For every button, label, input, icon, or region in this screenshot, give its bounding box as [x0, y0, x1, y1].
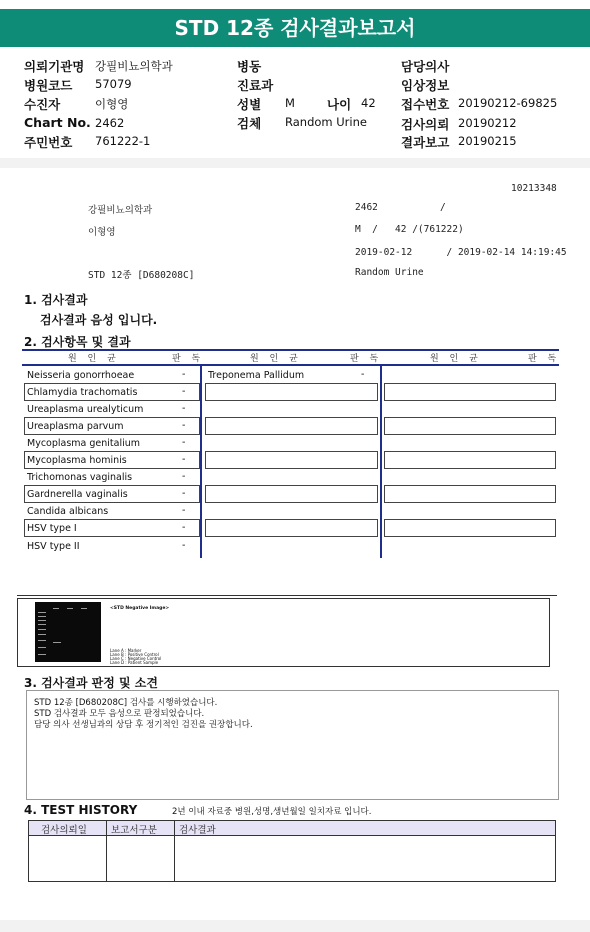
history-table — [28, 820, 556, 882]
col1-pathogen-header: 원 인 균 — [68, 354, 120, 364]
pathogen-name: HSV type I — [27, 523, 77, 534]
specimen-label: 검체 — [237, 116, 262, 131]
patient-label: 수진자 — [24, 97, 61, 112]
section1-result: 검사결과 음성 입니다. — [40, 313, 158, 327]
table-header-rule — [22, 364, 559, 366]
age-value: 42 — [361, 96, 376, 110]
report-date-value: 20190215 — [458, 134, 517, 148]
col3-pathogen-header: 원 인 균 — [430, 354, 482, 364]
col1-result-header: 판 독 — [172, 354, 205, 364]
pathogen-result: - — [182, 369, 186, 380]
finding-line: STD 검사결과 모두 음성으로 판정되었습니다. — [34, 709, 205, 719]
gel-legend-line: Lane B : Positive Control — [110, 652, 159, 657]
history-col-divider — [106, 821, 107, 881]
request-value: 20190212 — [458, 116, 517, 130]
pathogen-result: - — [182, 386, 186, 397]
row-box — [384, 383, 556, 401]
finding-line: 담당 의사 선생님과의 상담 후 정기적인 검진을 권장합니다. — [34, 720, 253, 730]
resident-value: 761222-1 — [95, 134, 151, 148]
chart-label: Chart No. — [24, 115, 91, 130]
gel-legend-line: Lane A : Marker — [110, 648, 142, 653]
pathogen-result: - — [182, 420, 186, 431]
pathogen-result: - — [182, 522, 186, 533]
row-box — [205, 519, 378, 537]
pathogen-result: - — [361, 369, 365, 380]
pathogen-name: Chlamydia trachomatis — [27, 387, 138, 398]
receipt-value: 20190212-69825 — [458, 96, 558, 110]
pathogen-result: - — [182, 403, 186, 414]
page-separator — [0, 158, 590, 168]
section4-title: 4. TEST HISTORY — [24, 803, 138, 817]
document-number: 10213348 — [511, 183, 557, 194]
pathogen-result: - — [182, 505, 186, 516]
pathogen-name: Neisseria gonorrhoeae — [27, 370, 135, 381]
bottom-band — [0, 920, 590, 932]
column-divider — [380, 366, 382, 558]
chart-value: 2462 — [95, 116, 125, 130]
doctor-label: 담당의사 — [401, 59, 450, 74]
pathogen-name: Candida albicans — [27, 506, 109, 517]
findings-box — [26, 690, 559, 800]
institution-label: 의뢰기관명 — [24, 59, 85, 74]
pathogen-result: - — [182, 454, 186, 465]
gel-legend-line: Lane C : Negative Control — [110, 656, 162, 661]
info-chart: 2462 — [355, 202, 378, 213]
pathogen-name: Ureaplasma parvum — [27, 421, 124, 432]
section1-title: 1. 검사결과 — [24, 293, 88, 307]
col2-pathogen-header: 원 인 균 — [250, 354, 302, 364]
pathogen-name: Ureaplasma urealyticum — [27, 404, 144, 415]
row-box — [384, 417, 556, 435]
history-header — [29, 821, 555, 836]
pathogen-name: Gardnerella vaginalis — [27, 489, 128, 500]
info-patient: 이형영 — [88, 227, 116, 238]
history-col-divider — [174, 821, 175, 881]
gel-image — [35, 602, 101, 662]
gel-image-panel — [17, 598, 550, 667]
col2-result-header: 판 독 — [350, 354, 383, 364]
clinical-info-label: 임상정보 — [401, 78, 450, 93]
pathogen-name: HSV type II — [27, 541, 80, 552]
receipt-label: 접수번호 — [401, 97, 450, 112]
row-box — [205, 451, 378, 469]
info-sex-age: M / 42 /(761222) — [355, 224, 464, 235]
column-divider — [200, 366, 202, 558]
pathogen-result: - — [182, 540, 186, 551]
info-institution: 강필비뇨의학과 — [88, 205, 153, 216]
gel-caption: <STD Negative Image> — [110, 606, 170, 611]
hospital-code-value: 57079 — [95, 77, 132, 91]
sex-value: M — [285, 96, 295, 110]
history-col-report-type: 보고서구분 — [111, 825, 157, 836]
section2-title: 2. 검사항목 및 결과 — [24, 335, 131, 349]
resident-label: 주민번호 — [24, 135, 73, 150]
sex-label: 성별 — [237, 97, 262, 112]
info-slash: / — [440, 202, 446, 213]
report-title: STD 12종 검사결과보고서 — [0, 9, 590, 47]
history-col-request-date: 검사의뢰일 — [41, 825, 87, 836]
ward-label: 병동 — [237, 59, 262, 74]
age-label: 나이 — [327, 97, 352, 112]
section3-title: 3. 검사결과 판정 및 소견 — [24, 676, 158, 690]
pathogen-result: - — [182, 471, 186, 482]
gel-bands-graphic — [35, 602, 101, 662]
info-dates: 2019-02-12 / 2019-02-14 14:19:45 — [355, 247, 567, 258]
history-col-result: 검사결과 — [179, 825, 216, 836]
finding-line: STD 12종 [D680208C] 검사를 시행하였습니다. — [34, 698, 218, 708]
department-label: 진료과 — [237, 78, 274, 93]
institution-value: 강필비뇨의학과 — [95, 59, 173, 73]
history-note: 2년 이내 자료중 병원,성명,생년월일 일치자료 입니다. — [172, 807, 372, 817]
pathogen-name: Mycoplasma hominis — [27, 455, 127, 466]
pathogen-result: - — [182, 488, 186, 499]
report-date-label: 결과보고 — [401, 135, 450, 150]
patient-value: 이형영 — [95, 97, 129, 111]
hospital-code-label: 병원코드 — [24, 78, 73, 93]
info-specimen: Random Urine — [355, 267, 424, 278]
gel-legend-line: Lane D : Patient Sample — [110, 660, 159, 665]
pathogen-name: Trichomonas vaginalis — [27, 472, 133, 483]
image-top-rule — [17, 595, 557, 596]
pathogen-result: - — [182, 437, 186, 448]
row-box — [384, 485, 556, 503]
row-box — [384, 519, 556, 537]
info-test-code: STD 12종 [D680208C] — [88, 270, 195, 281]
pathogen-name: Treponema Pallidum — [208, 370, 305, 381]
row-box — [205, 417, 378, 435]
row-box — [205, 383, 378, 401]
specimen-value: Random Urine — [285, 115, 367, 129]
row-box — [384, 451, 556, 469]
row-box — [205, 485, 378, 503]
pathogen-name: Mycoplasma genitalium — [27, 438, 141, 449]
request-label: 검사의뢰 — [401, 117, 450, 132]
col3-result-header: 판 독 — [528, 354, 561, 364]
